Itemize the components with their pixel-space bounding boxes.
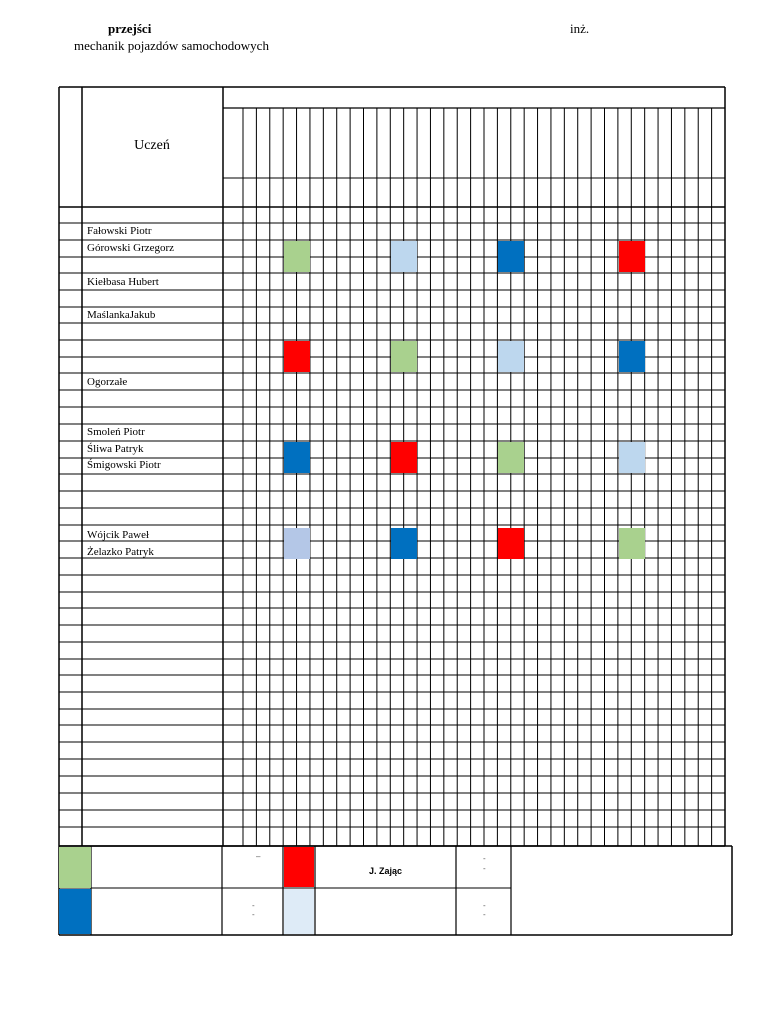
student-name: Śliwa Patryk (87, 443, 144, 455)
student-column-header: Uczeń (134, 138, 170, 153)
student-name: MaślankaJakub (87, 309, 156, 321)
schedule-block-red (619, 241, 645, 272)
student-name: Śmigowski Piotr (87, 459, 161, 471)
legend-swatch-dark-blue (59, 889, 91, 934)
legend-teacher-name: J. Zając (368, 866, 403, 876)
student-name: Górowski Grzegorz (87, 242, 175, 254)
dash-mark: - (483, 910, 486, 919)
student-name: Wójcik Paweł (87, 529, 150, 541)
schedule-block-dark-blue (284, 442, 310, 473)
dash-mark: - (252, 910, 255, 919)
schedule-block-green (391, 341, 417, 372)
schedule-block-dark-blue (391, 528, 417, 559)
schedule-block-dark-blue (619, 341, 645, 372)
schedule-block-light-blue (498, 341, 524, 372)
schedule-block-green (619, 528, 645, 559)
student-name: Fałowski Piotr (87, 225, 152, 237)
schedule-block-red (391, 442, 417, 473)
schedule-block-red (498, 528, 524, 559)
student-name: Kiełbasa Hubert (87, 276, 159, 288)
schedule-block-green (284, 241, 310, 272)
legend-swatch-green (59, 847, 91, 888)
schedule-block-light-blue (391, 241, 417, 272)
student-name: Żelazko Patryk (87, 546, 154, 558)
schedule-block-periwinkle (284, 528, 310, 559)
schedule-block-red (284, 341, 310, 372)
dash-mark: - (483, 854, 486, 863)
schedule-block-light-blue (619, 442, 645, 473)
dash-mark: – (256, 852, 261, 861)
header-right-label: inż. (570, 21, 590, 36)
student-name: Smoleń Piotr (87, 426, 145, 438)
dash-mark: - (483, 864, 486, 873)
schedule-block-green (498, 442, 524, 473)
legend-swatch-pale-blue (284, 889, 314, 934)
document-subtitle: mechanik pojazdów samochodowych (74, 38, 269, 53)
student-name: Ogorzałe (87, 376, 128, 388)
legend-swatch-red (284, 847, 314, 887)
document-title: przejści (108, 21, 152, 36)
dash-mark: - (483, 901, 486, 910)
schedule-block-dark-blue (498, 241, 524, 272)
dash-mark: - (252, 901, 255, 910)
